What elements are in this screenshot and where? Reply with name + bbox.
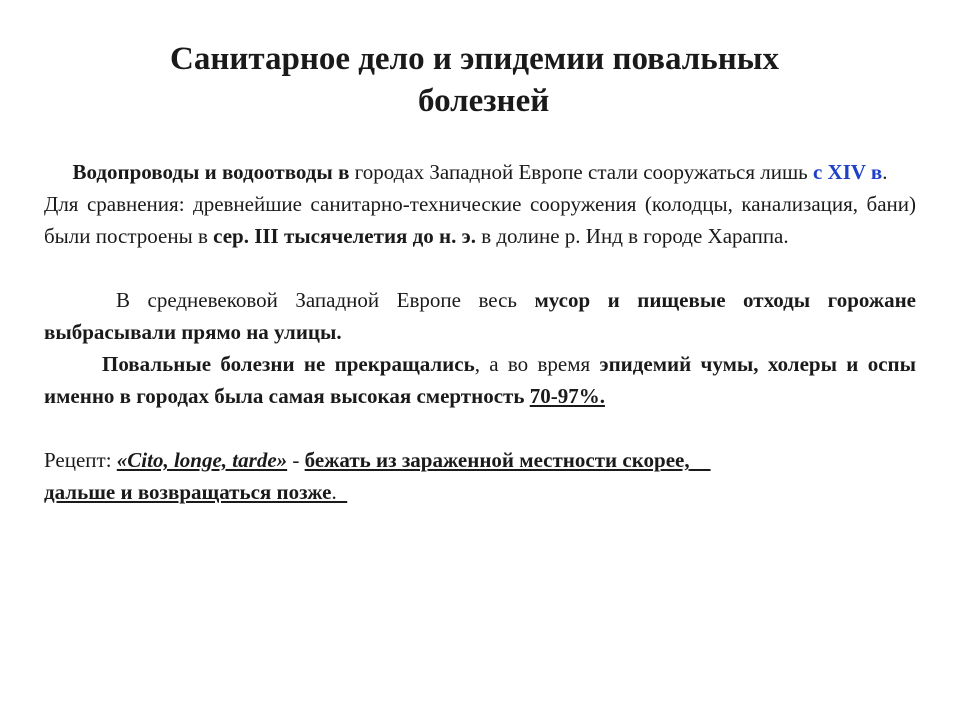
comparison-text-1: Для сравнения: древнейшие санитарно-технические сооружения (колодцы, канализация, бани) были построены в (44, 192, 916, 248)
mortality-rate: 70-97%. (529, 384, 605, 408)
title-line-2: болезней (418, 83, 550, 119)
century-highlight: с XIV в (812, 160, 883, 184)
water-supply-bold: Водопроводы и водоотводы в (72, 160, 350, 184)
comparison-text-2: в долине р. Инд в городе Хараппа. (475, 224, 789, 248)
title-line-1: Санитарное дело и эпидемии повальных (170, 41, 780, 77)
paragraph-recipe (44, 444, 916, 508)
epidemics-bold-2: эпидемий чумы, холеры и оспы именно в городах была самая высокая смертность (44, 352, 917, 408)
waste-text: В средневековой Западной Европе весь (116, 288, 535, 312)
paragraph-epidemics (44, 348, 916, 412)
recipe-latin: «Cito, longe, tarde» (116, 448, 288, 472)
spacer (44, 412, 916, 444)
water-supply-end: . (882, 160, 888, 184)
paragraph-water-supply (44, 156, 916, 188)
spacer (44, 252, 916, 284)
recipe-dash: - (287, 448, 305, 472)
paragraph-comparison (44, 188, 916, 252)
recipe-advice-1: бежать из зараженной местности скорее, (304, 448, 690, 472)
water-supply-text: городах Западной Европе стали сооружаться лишь (349, 160, 813, 184)
comparison-date: сер. III тысячелетия до н. э. (213, 224, 476, 248)
waste-bold: мусор и пищевые отходы горожане выбрасывали прямо на улицы. (44, 288, 916, 344)
slide-body (44, 156, 916, 508)
recipe-advice-2: дальше и возвращаться позже (44, 480, 332, 504)
epidemics-text: , а во время (474, 352, 600, 376)
slide-title (0, 38, 960, 122)
paragraph-waste (44, 284, 916, 348)
recipe-spacer (690, 448, 711, 472)
recipe-label: Рецепт: (44, 448, 117, 472)
epidemics-bold-1: Повальные болезни не прекращались (102, 352, 475, 376)
recipe-end: . (331, 480, 348, 504)
